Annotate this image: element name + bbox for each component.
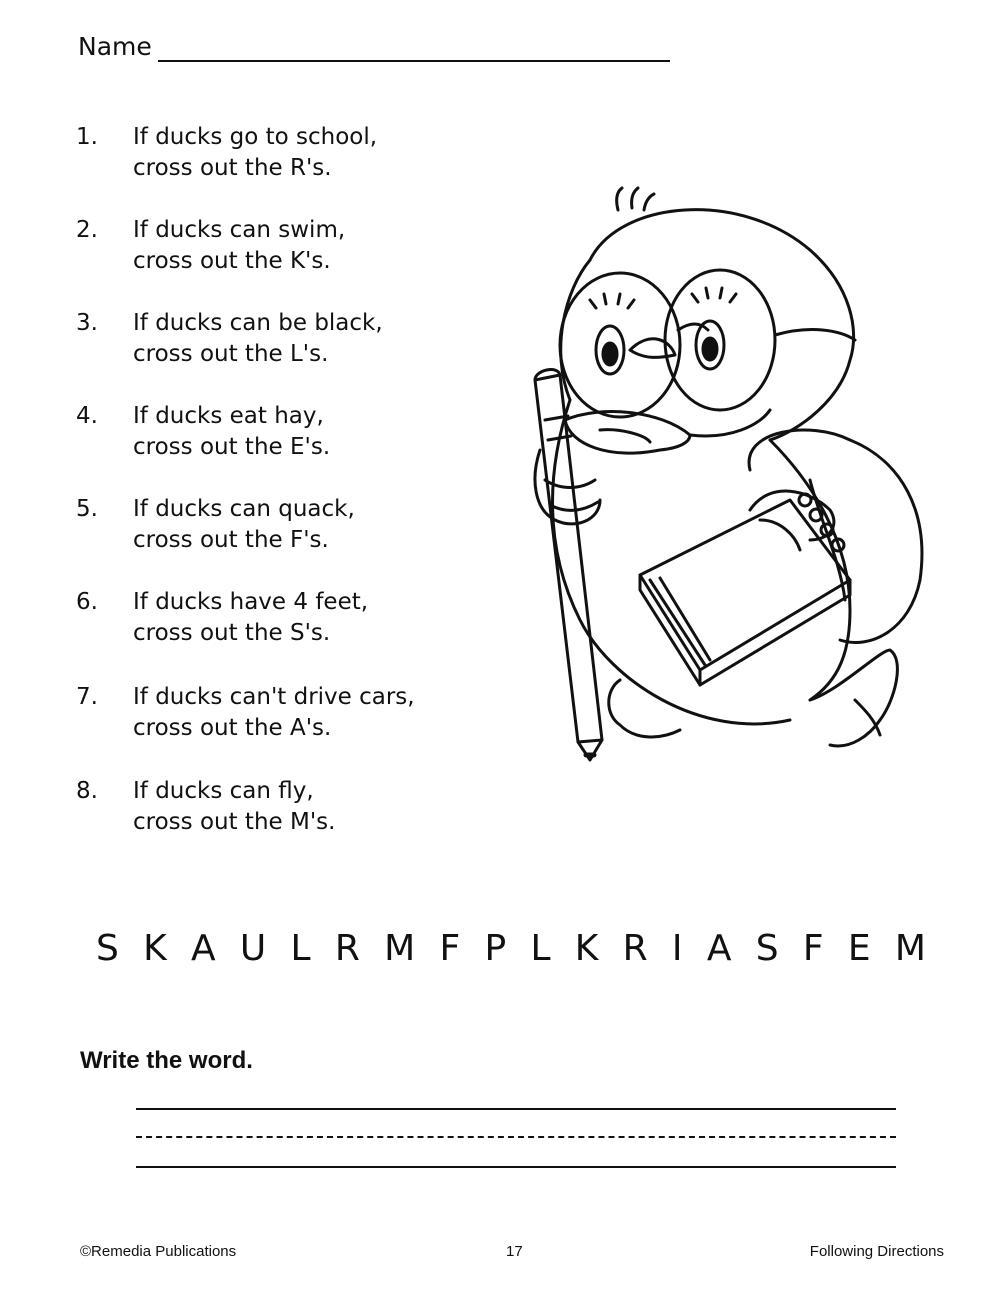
letter[interactable]: M <box>894 928 926 969</box>
letter[interactable]: R <box>334 928 360 969</box>
footer-page-number: 17 <box>506 1243 523 1260</box>
direction-item <box>76 310 496 374</box>
direction-item <box>76 496 496 560</box>
direction-item <box>76 778 496 842</box>
direction-action: cross out the E's. <box>133 434 331 460</box>
direction-action: cross out the A's. <box>133 715 332 741</box>
direction-number: 4. <box>76 403 98 429</box>
direction-action: cross out the R's. <box>133 155 332 181</box>
direction-item <box>76 403 496 467</box>
name-write-line[interactable] <box>158 60 670 62</box>
write-word-heading: Write the word. <box>80 1047 253 1074</box>
footer-title: Following Directions <box>809 1243 944 1260</box>
letter[interactable]: R <box>622 928 648 969</box>
letter[interactable]: A <box>706 928 732 969</box>
duck-with-glasses-pencil-notebook-icon <box>510 180 950 780</box>
direction-number: 1. <box>76 124 98 150</box>
direction-condition: If ducks can fly, <box>133 778 314 804</box>
letter[interactable]: U <box>239 928 267 969</box>
letter[interactable]: L <box>530 928 551 969</box>
direction-action: cross out the F's. <box>133 527 329 553</box>
direction-item <box>76 684 496 748</box>
direction-number: 8. <box>76 778 98 804</box>
direction-number: 2. <box>76 217 98 243</box>
name-label: Name <box>78 32 152 61</box>
direction-item <box>76 217 496 281</box>
letter-row <box>96 928 926 978</box>
direction-condition: If ducks go to school, <box>133 124 378 150</box>
letter[interactable]: K <box>574 928 599 969</box>
letter[interactable]: K <box>143 928 167 969</box>
letter[interactable]: E <box>847 928 871 969</box>
direction-number: 5. <box>76 496 98 522</box>
letter[interactable]: I <box>671 928 683 969</box>
direction-number: 6. <box>76 589 98 615</box>
letter[interactable]: P <box>484 928 507 969</box>
name-row <box>78 32 670 68</box>
direction-condition: If ducks can swim, <box>133 217 346 243</box>
direction-action: cross out the M's. <box>133 809 336 835</box>
direction-action: cross out the S's. <box>133 620 331 646</box>
letter[interactable]: L <box>290 928 311 969</box>
letter[interactable]: F <box>802 928 824 969</box>
direction-condition: If ducks can quack, <box>133 496 355 522</box>
direction-condition: If ducks can't drive cars, <box>133 684 415 710</box>
handwriting-base-line <box>136 1166 896 1168</box>
direction-action: cross out the L's. <box>133 341 329 367</box>
direction-condition: If ducks eat hay, <box>133 403 324 429</box>
direction-item <box>76 124 496 188</box>
direction-condition: If ducks can be black, <box>133 310 383 336</box>
footer-publisher: ©Remedia Publications <box>80 1243 237 1260</box>
direction-condition: If ducks have 4 feet, <box>133 589 369 615</box>
handwriting-mid-line <box>136 1136 896 1138</box>
letter[interactable]: A <box>191 928 216 969</box>
direction-number: 3. <box>76 310 98 336</box>
letter[interactable]: M <box>384 928 416 969</box>
letter[interactable]: S <box>755 928 779 969</box>
direction-item <box>76 589 496 653</box>
direction-action: cross out the K's. <box>133 248 331 274</box>
letter[interactable]: F <box>439 928 461 969</box>
direction-number: 7. <box>76 684 98 710</box>
letter[interactable]: S <box>96 928 119 969</box>
handwriting-top-line <box>136 1108 896 1110</box>
handwriting-lines[interactable] <box>136 1100 896 1180</box>
